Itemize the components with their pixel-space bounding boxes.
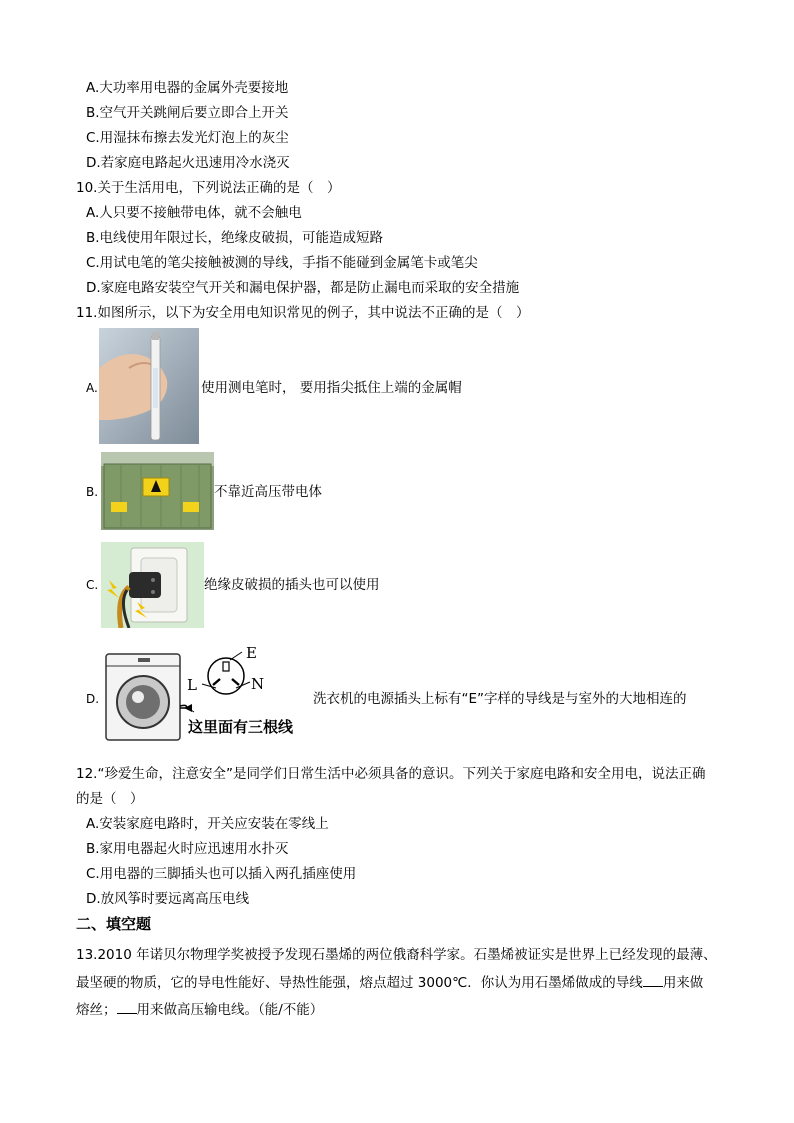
q11-option-a-caption: 使用测电笔时， 要用指尖抵住上端的金属帽 <box>201 380 462 396</box>
three-wires-note: 这里面有三根线 <box>188 718 294 736</box>
q9-option-d: D.若家庭电路起火迅速用冷水浇灭 <box>86 155 290 171</box>
q12-option-b: B.家用电器起火时应迅速用水扑灭 <box>86 841 289 857</box>
damaged-plug-picture <box>101 542 204 628</box>
damaged-plug-illustration <box>101 542 204 628</box>
q9-option-b: B.空气开关跳闸后要立即合上开关 <box>86 105 289 121</box>
washing-machine-figure <box>102 642 312 746</box>
q12-option-a: A.安装家庭电路时，开关应安装在零线上 <box>86 816 329 832</box>
answer-blank-2[interactable] <box>117 999 137 1014</box>
q12-stem-line1: 12.“珍爱生命，注意安全”是同学们日常生活中必须具备的意识。下列关于家庭电路和安全用电，说法正确 <box>76 766 706 782</box>
q13-line2: 最坚硬的物质，它的导电性能好、导热性能强，熔点超过 3000℃．你认为用石墨烯做成的导线 用来做 <box>76 972 703 993</box>
answer-blank-1[interactable] <box>643 972 663 987</box>
q10-option-a: A.人只要不接触带电体，就不会触电 <box>86 205 302 221</box>
q10-option-b: B.电线使用年限过长，绝缘皮破损，可能造成短路 <box>86 230 384 246</box>
q11-option-d-label: D. <box>86 692 100 706</box>
q11-option-b-caption: 不靠近高压带电体 <box>214 484 322 500</box>
q13-line3: 熔丝； 用来做高压输电线。（能/不能） <box>76 999 323 1020</box>
q11-stem: 11.如图所示，以下为安全用电知识常见的例子，其中说法不正确的是（ ） <box>76 305 530 321</box>
q11-option-d-caption: 洗衣机的电源插头上标有“E”字样的导线是与室外的大地相连的 <box>313 691 687 707</box>
q10-stem: 10.关于生活用电，下列说法正确的是（ ） <box>76 180 341 196</box>
q10-option-c: C.用试电笔的笔尖接触被测的导线，手指不能碰到金属笔卡或笔尖 <box>86 255 478 271</box>
q9-option-a: A.大功率用电器的金属外壳要接地 <box>86 80 289 96</box>
neutral-wire-label: N <box>251 675 265 693</box>
test-pen-illustration <box>99 328 199 444</box>
high-voltage-box-photo <box>101 452 214 530</box>
live-wire-label: L <box>187 676 197 694</box>
q10-option-d: D.家庭电路安装空气开关和漏电保护器，都是防止漏电而采取的安全措施 <box>86 280 520 296</box>
q12-stem-line2: 的是（ ） <box>76 791 144 807</box>
q11-option-c-label: C. <box>86 578 99 592</box>
q9-option-c: C.用湿抹布擦去发光灯泡上的灰尘 <box>86 130 289 146</box>
transformer-illustration <box>101 452 214 530</box>
q13-line1: 13.2010 年诺贝尔物理学奖被授予发现石墨烯的两位俄裔科学家。石墨烯被证实是世界上已经发现的最薄、 <box>76 947 717 963</box>
earth-wire-label: E <box>246 644 257 662</box>
section-title: 二、填空题 <box>76 915 152 933</box>
test-pen-photo <box>99 328 199 444</box>
q11-option-a-label: A. <box>86 381 98 395</box>
q12-option-d: D.放风筝时要远离高压电线 <box>86 891 250 907</box>
q12-option-c: C.用电器的三脚插头也可以插入两孔插座使用 <box>86 866 357 882</box>
q11-option-c-caption: 绝缘皮破损的插头也可以使用 <box>204 577 380 593</box>
q11-option-b-label: B. <box>86 485 99 499</box>
